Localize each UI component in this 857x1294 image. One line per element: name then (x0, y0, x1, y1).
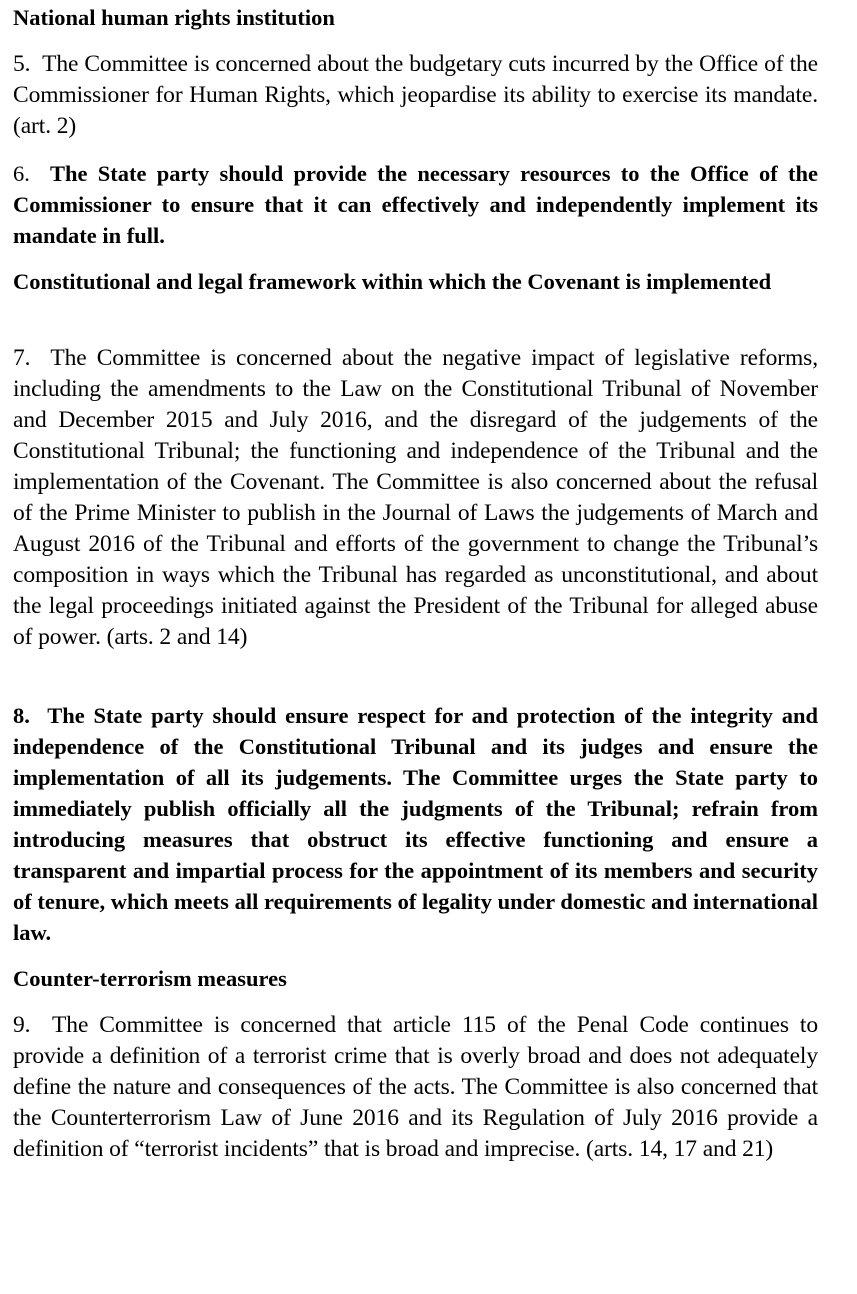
document-page (13, 2, 818, 1165)
paragraph-number: 8. (13, 703, 30, 728)
paragraph-number: 9. (13, 1012, 31, 1038)
paragraph-7 (13, 343, 818, 653)
paragraph-number: 6. (13, 161, 30, 186)
section-heading-nhri: National human rights institution (13, 5, 335, 30)
paragraph-text: The Committee is concerned about the negative impact of legislative reforms, including the amendments to the Law on the Constitutional Tribunal of November and December 2015 and July 2016, and the disregard of the judgements of the Constitutional Tribunal; the functioning and independence of the Tribunal and the implementation of the Covenant. The Committee is also concerned about the refusal of the Prime Minister to publish in the Journal of Laws the judgements of March and August 2016 of the Tribunal and efforts of the government to change the Tribunal’s composition in ways which the Tribunal has regarded as unconstitutional, and about the legal proceedings initiated against the President of the Tribunal for alleged abuse of power. (arts. 2 and 14) (13, 345, 818, 650)
paragraph-number: 7. (13, 345, 31, 371)
paragraph-9 (13, 1010, 818, 1165)
paragraph-5 (13, 49, 818, 142)
section-heading-counterterrorism: Counter-terrorism measures (13, 966, 287, 991)
paragraph-6-recommendation (13, 158, 818, 251)
paragraph-text: The State party should provide the necessary resources to the Office of the Commissioner to ensure that it can effectively and independently implement its mandate in full. (13, 161, 818, 248)
paragraph-8-recommendation (13, 700, 818, 948)
section-heading-constitutional: Constitutional and legal framework within which the Covenant is implemented (13, 269, 772, 294)
paragraph-text: The State party should ensure respect for and protection of the integrity and independence of the Constitutional Tribunal and its judges and ensure the implementation of all its judgements. The Committee urges the State party to immediately publish officially all the judgments of the Tribunal; refrain from introducing measures that obstruct its effective functioning and ensure a transparent and impartial process for the appointment of its members and security of tenure, which meets all requirements of legality under domestic and international law. (13, 703, 819, 945)
paragraph-number: 5. (13, 51, 31, 77)
paragraph-text: The Committee is concerned that article 115 of the Penal Code continues to provide a definition of a terrorist crime that is overly broad and does not adequately define the nature and consequences of the acts. The Committee is also concerned that the Counterterrorism Law of June 2016 and its Regulation of July 2016 provide a definition of “terrorist incidents” that is broad and imprecise. (arts. 14, 17 and 21) (13, 1012, 818, 1162)
paragraph-text: The Committee is concerned about the budgetary cuts incurred by the Office of the Commissioner for Human Rights, which jeopardise its ability to exercise its mandate. (art. 2) (13, 51, 818, 139)
